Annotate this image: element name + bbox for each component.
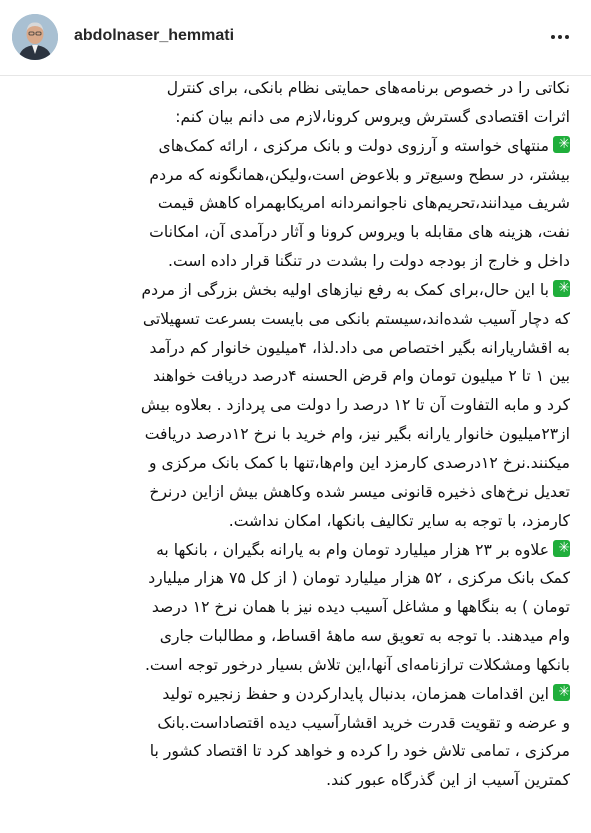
post-line: از۲۳میلیون خانوار یارانه بگیر نیز، وام خرید با نرخ ۱۲درصد دریافت xyxy=(144,425,570,444)
post-line xyxy=(22,276,570,305)
post-header xyxy=(0,0,591,76)
green-sparkle-checkbox-icon xyxy=(553,136,570,153)
post-line: کمترین آسیب از این گذرگاه عبور کند. xyxy=(326,771,570,790)
post-line: داخل و خارج از بودجه دولت را بشدت در تنگنا قرار داده است. xyxy=(167,252,570,271)
post-line: بانکها ومشکلات ترازنامه‌ای آنها،این تلاش بسیار درخور توجه است. xyxy=(144,655,570,674)
post-line: به اقشاریارانه بگیر اختصاص می داد.لذا، ۴میلیون خانوار کم درآمد xyxy=(149,338,570,357)
post-line: اثرات اقتصادی گسترش ویروس کرونا،لازم می دانم بیان کنم: xyxy=(175,107,570,126)
green-sparkle-checkbox-icon xyxy=(553,280,570,297)
username[interactable]: abdolnaser_hemmati xyxy=(74,27,235,44)
post-body xyxy=(22,74,570,833)
post-line: تومان ) به بنگاهها و مشاغل آسیب دیده نیز با همان نرخ ۱۲ درصد xyxy=(151,598,570,617)
post-line-text: با این حال،برای کمک به رفع نیازهای اولیه بخش بزرگی از مردم xyxy=(141,280,549,299)
post-line: نفت، هزینه های مقابله با ویروس کرونا و آثار درآمدی آن، امکانات xyxy=(149,223,570,242)
more-options-button[interactable] xyxy=(545,22,575,52)
post-line-text: این اقدامات همزمان، بدنبال پایدارکردن و حفظ زنجیره تولید xyxy=(162,684,549,703)
avatar[interactable] xyxy=(12,14,58,60)
post-line: کارمزد، با توجه به سایر تکالیف بانکها، امکان نداشت. xyxy=(228,511,570,530)
post-line: نکاتی را در خصوص برنامه‌های حمایتی نظام بانکی، برای کنترل xyxy=(166,79,570,97)
post-line: و عرضه و تقویت قدرت خرید اقشارآسیب دیده اقتصاداست.بانک xyxy=(157,713,570,732)
post-line: شریف میدانند،تحریم‌های ناجوانمردانه امریکابهمراه کاهش قیمت xyxy=(157,194,570,213)
more-options-icon xyxy=(550,34,570,40)
post-line: تعدیل نرخ‌های ذخیره قانونی میسر شده وکاهش بیش ازاین درنرخ xyxy=(149,482,570,501)
profile-photo-icon xyxy=(12,14,58,60)
post-line: کرد و مابه التفاوت آن تا ۱۲ درصد را دولت می پردازد . بعلاوه بیش xyxy=(140,396,570,415)
post-line: که دچار آسیب شده‌اند،سیستم بانکی می بایست بسرعت تسهیلاتی xyxy=(142,309,570,328)
post-line xyxy=(22,132,570,161)
post-line: میکنند.نرخ ۱۲درصدی کارمزد این وام‌ها،تنها با کمک بانک مرکزی و xyxy=(149,453,570,472)
post-line xyxy=(22,536,570,565)
post-line: بیشتر، در سطح وسیع‌تر و بلاعوض است،ولیکن،همانگونه که مردم xyxy=(149,165,570,184)
green-sparkle-checkbox-icon xyxy=(553,540,570,557)
post-line: وام میدهند. با توجه به تعویق سه ماهۀ اقساط، و مطالبات جاری xyxy=(159,627,570,646)
post-line: بین ۱ تا ۲ میلیون تومان وام قرض الحسنه ۴درصد دریافت خواهند xyxy=(152,367,570,386)
green-sparkle-checkbox-icon xyxy=(553,684,570,701)
post-line-text: منتهای خواسته و آرزوی دولت و بانک مرکزی ، ارائه کمک‌های xyxy=(158,136,549,155)
post-line-text: علاوه بر ۲۳ هزار میلیارد تومان وام به یارانه بگیران ، بانکها به xyxy=(156,540,549,559)
post-line xyxy=(22,680,570,709)
post-line: مرکزی ، تمامی تلاش خود را کرده و خواهد کرد تا اقتصاد کشور با xyxy=(149,742,570,761)
post-line: کمک بانک مرکزی ، ۵۲ هزار میلیارد تومان ( از کل ۷۵ هزار میلیارد xyxy=(148,569,570,588)
